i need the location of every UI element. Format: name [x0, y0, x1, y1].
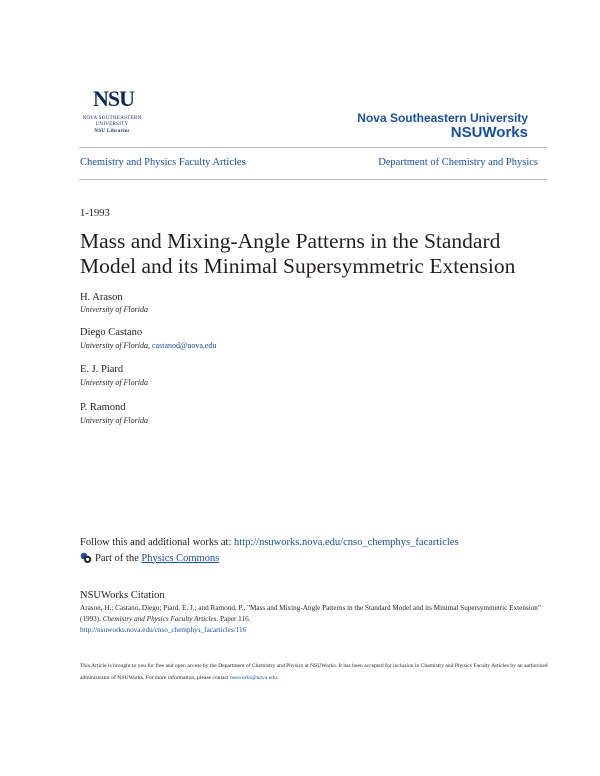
- logo-mark: NSU: [93, 86, 135, 111]
- citation-part-1: Arason, H.; Castano, Diego; Piard, E. J.; and Ramond, P., "Mass and Mixing-Angle Patterns in the Standard Model and its Minimal Supersymmetric Extension" (1993).: [80, 604, 541, 623]
- commons-line: [80, 552, 219, 564]
- logo-line-1: NOVA SOUTHEASTERN: [82, 116, 142, 121]
- author-affiliation: University of Florida: [80, 305, 148, 314]
- citation-text: [80, 603, 550, 636]
- collection-url-link[interactable]: http://nsuworks.nova.edu/cnso_chemphys_facarticles: [234, 537, 459, 548]
- affiliation-text: University of Florida,: [80, 341, 150, 350]
- physics-commons-link[interactable]: Physics Commons: [141, 552, 220, 564]
- footer-text: This Article is brought to you for free and open access by the Department of Chemistry and Physics at NSUWorks. It has been accepted for inclusion in Chemistry and Physics Faculty Articles by an authorized administrator of NSUWorks. For more information, please contact: [80, 663, 548, 681]
- title-line-1: Mass and Mixing-Angle Patterns in the Standard: [80, 229, 501, 253]
- citation-heading: NSUWorks Citation: [80, 590, 165, 601]
- logo-line-2: UNIVERSITY: [95, 122, 129, 127]
- citation-journal: Chemistry and Physics Faculty Articles: [102, 615, 217, 623]
- follow-line: [80, 537, 459, 548]
- footer-end: .: [276, 675, 279, 681]
- author-affiliation: [80, 341, 216, 350]
- header-divider-bottom: [79, 179, 547, 180]
- author-name: P. Ramond: [80, 402, 126, 413]
- author-affiliation: University of Florida: [80, 416, 148, 425]
- publication-date: 1-1993: [80, 208, 110, 219]
- author-email-link[interactable]: castanod@nova.edu: [152, 341, 217, 350]
- nsu-logo[interactable]: [80, 86, 144, 150]
- citation-url-link[interactable]: http://nsuworks.nova.edu/cnso_chemphys_facarticles/116: [80, 626, 247, 634]
- commons-logo-icon: [80, 552, 92, 564]
- repository-name[interactable]: NSUWorks: [450, 124, 528, 141]
- collection-link[interactable]: Chemistry and Physics Faculty Articles: [80, 157, 246, 168]
- contact-email-link[interactable]: nsuworks@nova.edu: [229, 675, 277, 681]
- title-line-2: Model and its Minimal Supersymmetric Extension: [80, 254, 516, 278]
- author-affiliation: University of Florida: [80, 378, 148, 387]
- footer-notice: [80, 660, 550, 684]
- university-name[interactable]: Nova Southeastern University: [357, 111, 528, 125]
- author-name: H. Arason: [80, 292, 123, 303]
- author-name: Diego Castano: [80, 327, 143, 338]
- logo-line-3: NSU Libraries: [94, 129, 130, 134]
- department-link[interactable]: Department of Chemistry and Physics: [378, 157, 538, 168]
- author-name: E. J. Piard: [80, 364, 124, 375]
- article-title: [80, 229, 550, 279]
- header-divider-top: [79, 147, 547, 148]
- follow-prefix: Follow this and additional works at:: [80, 537, 232, 548]
- commons-prefix: Part of the: [95, 552, 139, 564]
- citation-part-2: . Paper 116.: [216, 615, 251, 623]
